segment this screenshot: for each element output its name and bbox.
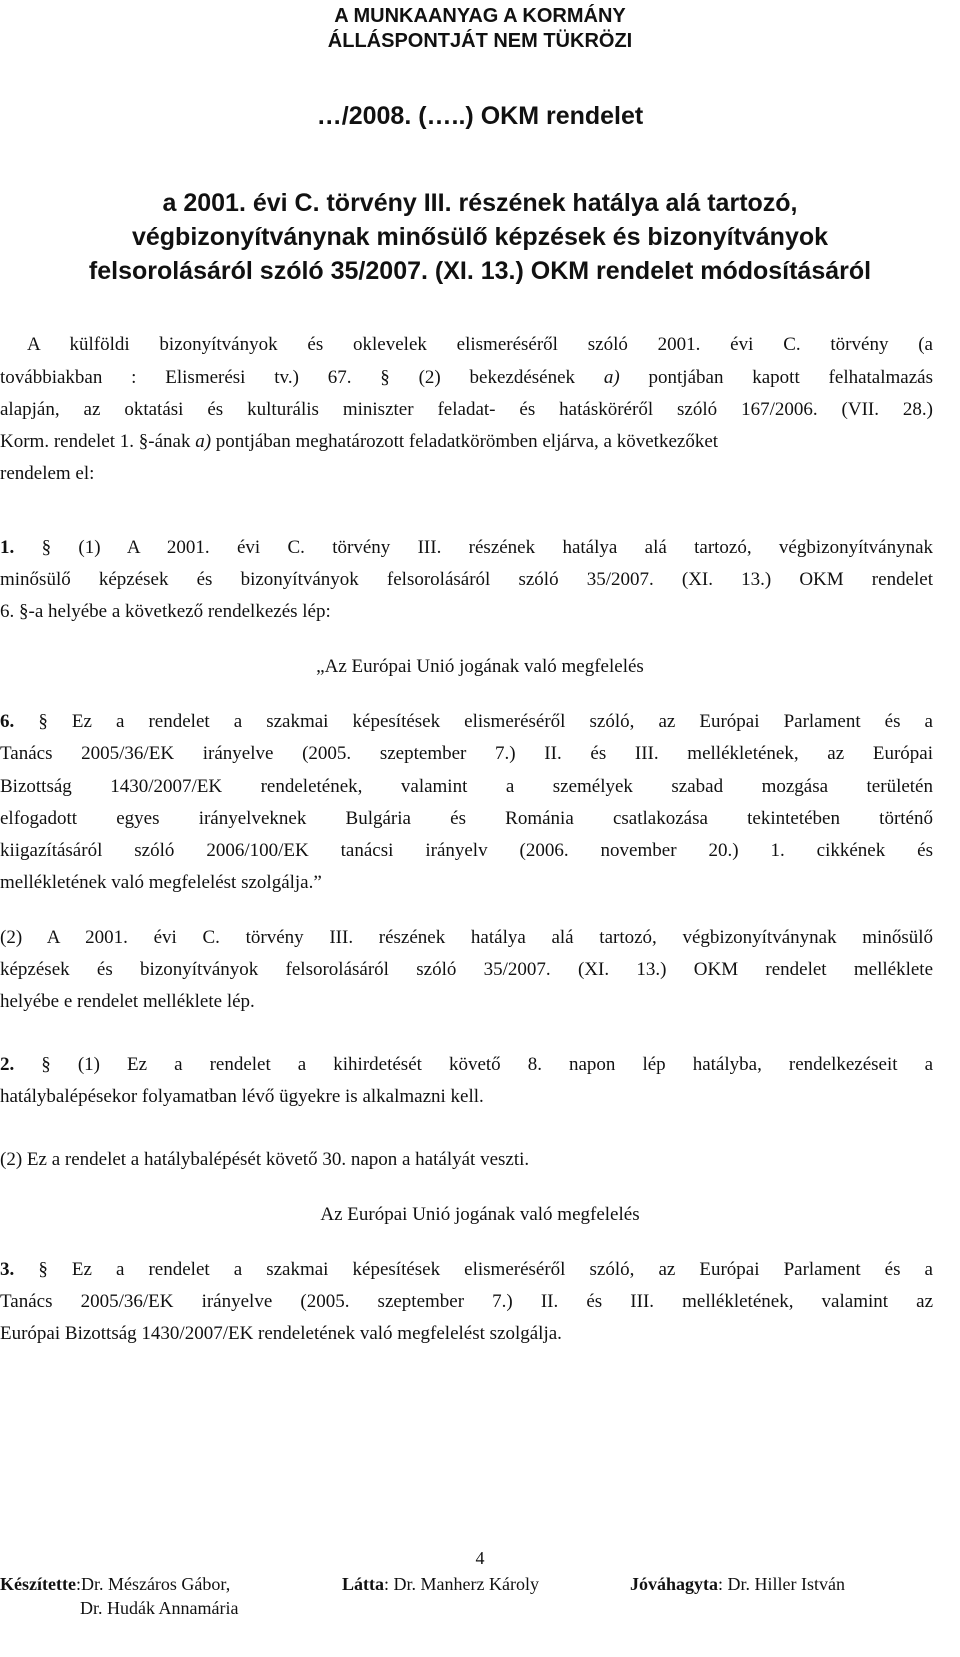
seen-by-value: : Dr. Manherz Károly	[384, 1574, 539, 1594]
quoted-heading: „Az Európai Unió jogának való megfelelés	[316, 656, 644, 677]
article-1-line-3: 6. §-a helyébe a következő rendelkezés lép:	[0, 601, 331, 622]
seen-by-label: Látta	[342, 1574, 384, 1594]
approved-by-value: : Dr. Hiller István	[718, 1574, 845, 1594]
section-sign: §	[38, 711, 48, 732]
article-3-line-3: Európai Bizottság 1430/2007/EK rendeletének való megfelelést szolgálja.	[0, 1323, 562, 1344]
article-3-line-2: Tanács 2005/36/EK irányelve (2005. szeptember 7.) II. és III. mellékletének, valamint az	[0, 1291, 933, 1312]
quoted-article-line-2: Tanács 2005/36/EK irányelve (2005. szeptember 7.) II. és III. mellékletének, az Európai	[0, 743, 933, 764]
prepared-by-second: Dr. Hudák Annamária	[80, 1598, 239, 1618]
page-number: 4	[475, 1548, 485, 1568]
article-number: 2.	[0, 1054, 15, 1075]
disclaimer-line-1: A MUNKAANYAG A KORMÁNY	[334, 5, 626, 27]
document-number: …/2008. (…..) OKM rendelet	[316, 102, 644, 130]
article-3-line-1: 3. § Ez a rendelet a szakmai képesítések elismeréséről szóló, az Európai Parlament és a	[0, 1259, 933, 1280]
article-2-line-1: 2. § (1) Ez a rendelet a kihirdetését követő 8. napon lép hatályba, rendelkezéseit a	[0, 1054, 934, 1075]
section-sign: §	[41, 1054, 51, 1075]
title-line-2: végbizonyítványnak minősülő képzések és bizonyítványok	[131, 223, 829, 251]
prepared-by-label: Készítette	[0, 1574, 76, 1594]
article-1-line-2: minősülő képzések és bizonyítványok felsorolásáról szóló 35/2007. (XI. 13.) OKM rendelet	[0, 569, 933, 590]
article-1-line-1: 1. § (1) A 2001. évi C. törvény III. részének hatálya alá tartozó, végbizonyítványnak	[0, 537, 934, 558]
quoted-article-line-6: mellékletének való megfelelést szolgálja.”	[0, 872, 322, 893]
prepared-by-value: :Dr. Mészáros Gábor,	[75, 1574, 231, 1594]
section-sign: §	[41, 537, 52, 558]
article-number: 3.	[0, 1259, 15, 1280]
preamble-line-5: rendelem el:	[0, 463, 95, 484]
preamble-line-3: alapján, az oktatási és kulturális miniszter feladat- és hatásköréről szóló 167/2006. (VII. 28.)	[0, 399, 933, 420]
article-1-para-2-line-2: képzések és bizonyítványok felsorolásáról szóló 35/2007. (XI. 13.) OKM rendelet melléklete	[0, 959, 933, 980]
preamble-line-4: Korm. rendelet 1. §-ának a) pontjában meghatározott feladatkörömben eljárva, a következőket	[0, 431, 719, 452]
article-2-para-2: (2) Ez a rendelet a hatálybalépését követő 30. napon a hatályát veszti.	[0, 1149, 530, 1170]
section-sign: §	[19, 601, 29, 622]
preamble-line-1: A külföldi bizonyítványok és oklevelek elismeréséről szóló 2001. évi C. törvény (a	[27, 334, 933, 355]
quoted-article-line-1: 6. § Ez a rendelet a szakmai képesítések elismeréséről szóló, az Európai Parlament és a	[0, 711, 933, 732]
approved-by-label: Jóváhagyta	[630, 1574, 719, 1594]
eu-compliance-heading: Az Európai Unió jogának való megfelelés	[320, 1204, 640, 1225]
title-line-3: felsorolásáról szóló 35/2007. (XI. 13.) OKM rendelet módosításáról	[88, 257, 872, 285]
section-sign: §	[138, 431, 149, 452]
preamble-line-2: továbbiakban : Elismerési tv.) 67. § (2) bekezdésének a) pontjában kapott felhatalmazás	[0, 367, 933, 388]
prepared-by	[0, 1572, 230, 1596]
article-1-para-2-line-3: helyébe e rendelet melléklete lép.	[0, 991, 255, 1012]
quoted-article-line-3: Bizottság 1430/2007/EK rendeletének, valamint a személyek szabad mozgása területén	[0, 776, 933, 797]
article-1-para-2-line-1: (2) A 2001. évi C. törvény III. részének hatálya alá tartozó, végbizonyítványnak minősülő	[0, 927, 933, 948]
article-number: 1.	[0, 537, 15, 558]
quoted-article-line-5: kiigazításáról szóló 2006/100/EK tanácsi irányelv (2006. november 20.) 1. cikkének és	[0, 840, 933, 861]
article-number: 6.	[0, 711, 15, 732]
disclaimer-line-2: ÁLLÁSPONTJÁT NEM TÜKRÖZI	[327, 30, 633, 52]
section-sign: §	[38, 1259, 48, 1280]
article-2-line-2: hatálybalépésekor folyamatban lévő ügyekre is alkalmazni kell.	[0, 1086, 484, 1107]
seen-by	[342, 1572, 539, 1596]
section-sign: §	[380, 367, 390, 388]
title-line-1: a 2001. évi C. törvény III. részének hatálya alá tartozó,	[162, 189, 798, 217]
quoted-article-line-4: elfogadott egyes irányelveknek Bulgária és Románia csatlakozása tekintetében történő	[0, 808, 933, 829]
approved-by	[630, 1572, 845, 1596]
